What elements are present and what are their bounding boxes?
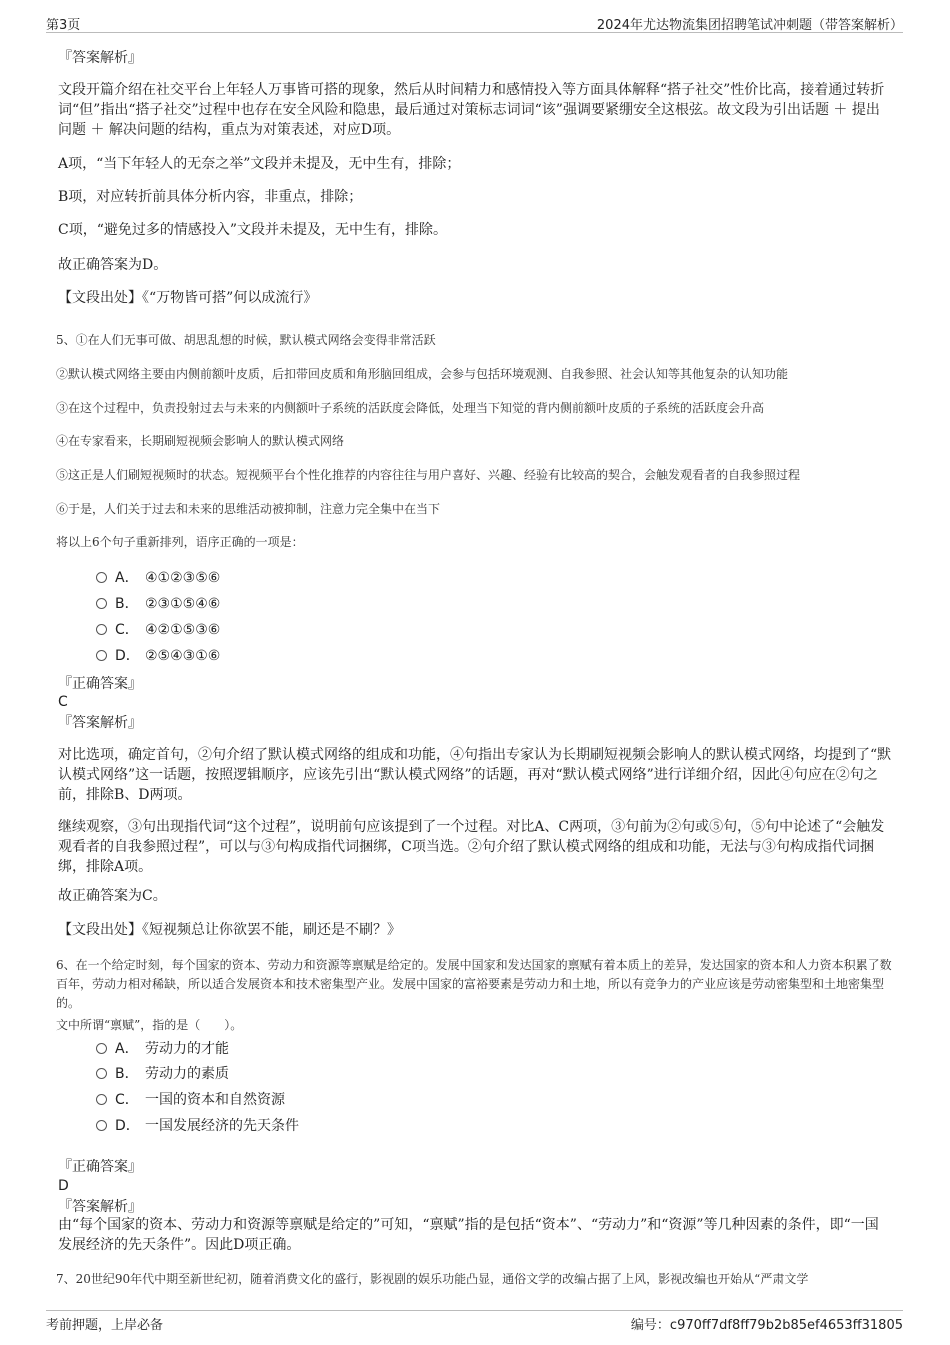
radio-button-icon[interactable]: [96, 1068, 107, 1079]
radio-button-icon[interactable]: [96, 624, 107, 635]
radio-button-icon[interactable]: [96, 650, 107, 661]
q4-source: 【文段出处】《“万物皆可搭”何以成流行》: [58, 290, 318, 306]
q5-answer-heading: 『正确答案』: [58, 676, 142, 692]
q5-conclusion: 故正确答案为C。: [58, 888, 167, 904]
footer-slogan: 考前押题，上岸必备: [46, 1318, 164, 1333]
q5-option-b[interactable]: B． ②③①⑤④⑥: [96, 595, 220, 613]
page-header: [0, 0, 950, 34]
radio-button-icon[interactable]: [96, 1043, 107, 1054]
page-number: 第3页: [46, 18, 81, 33]
q6-analysis-paragraph: 由“每个国家的资本、劳动力和资源等禀赋是给定的”可知，“禀赋”指的是包括“资本”、“劳动力”和“资源”等几种因素的条件，即“一国发展经济的先天条件”。因此D项正确。: [58, 1217, 879, 1253]
radio-button-icon[interactable]: [96, 1094, 107, 1105]
q6-prompt: 文中所谓“禀赋”，指的是（ ）。: [56, 1018, 243, 1032]
q5-analysis-paragraph-2: 继续观察，③句出现指代词“这个过程”，说明前句应该提到了一个过程。对比A、C两项，③句前为②句或⑤句，⑤句中论述了“会触发观看者的自我参照过程”，可以与③句构成指代词捆绑，C项当选。②句介绍了默认模式网络的组成和功能，无法与③句构成指代词捆绑，排除A项。: [58, 819, 885, 875]
radio-button-icon[interactable]: [96, 572, 107, 583]
q5-option-c[interactable]: C． ④②①⑤③⑥: [96, 621, 220, 639]
q6-stem: 6、在一个给定时刻，每个国家的资本、劳动力和资源等禀赋是给定的。发展中国家和发达国家的禀赋有着本质上的差异，发达国家的资本和人力资本积累了数百年，劳动力相对稀缺，所以适合发展资本和技术密集型产业。发展中国家的富裕要素是劳动力和土地，所以有竞争力的产业应该是劳动密集型和土地密集型的。: [56, 958, 892, 1010]
q4-analysis-option-c: C项，“避免过多的情感投入”文段并未提及，无中生有，排除。: [58, 222, 448, 238]
radio-button-icon[interactable]: [96, 1120, 107, 1131]
q7-stem: 7、20世纪90年代中期至新世纪初，随着消费文化的盛行，影视剧的娱乐功能凸显，通俗文学的改编占据了上风，影视改编也开始从“严肃文学: [56, 1272, 809, 1286]
q6-option-b[interactable]: B． 劳动力的素质: [96, 1065, 229, 1083]
q4-analysis-heading: 『答案解析』: [58, 50, 142, 66]
q4-conclusion: 故正确答案为D。: [58, 257, 168, 273]
document-code: 编号：c970ff7df8ff79b2b85ef4653ff31805: [630, 1318, 903, 1333]
q5-option-d[interactable]: D． ②⑤④③①⑥: [96, 647, 220, 665]
q4-analysis-option-b: B项，对应转折前具体分析内容，非重点，排除；: [58, 189, 363, 205]
q6-analysis-heading: 『答案解析』: [58, 1199, 142, 1215]
q4-analysis-paragraph: 文段开篇介绍在社交平台上年轻人万事皆可搭的现象，然后从时间精力和感情投入等方面具体解释“搭子社交”性价比高，接着通过转折词“但”指出“搭子社交”过程中也存在安全风险和隐患，最后通过对策标志词词“该”强调要紧绷安全这根弦。故文段为引出话题 ＋ 提出问题 ＋ 解决问题的结构，重点为对策表述，对应D项。: [58, 82, 885, 138]
q5-analysis-heading: 『答案解析』: [58, 715, 142, 731]
q5-analysis-paragraph-1: 对比选项，确定首句，②句介绍了默认模式网络的组成和功能，④句指出专家认为长期刷短视频会影响人的默认模式网络，均提到了“默认模式网络”这一话题，按照逻辑顺序，应该先引出“默认模式网络”的话题，再对“默认模式网络”进行详细介绍，因此④句应在②句之前，排除B、D两项。: [58, 747, 892, 803]
q5-sentence-6: ⑥于是，人们关于过去和未来的思维活动被抑制，注意力完全集中在当下: [56, 502, 441, 516]
q5-source: 【文段出处】《短视频总让你欲罢不能，刷还是不刷？》: [58, 922, 401, 938]
q6-option-d[interactable]: D． 一国发展经济的先天条件: [96, 1117, 299, 1135]
q5-prompt: 将以上6个句子重新排列，语序正确的一项是：: [56, 535, 304, 549]
q5-sentence-2: ②默认模式网络主要由内侧前额叶皮质，后扣带回皮质和角形脑回组成，会参与包括环境观测、自我参照、社会认知等其他复杂的认知功能: [56, 367, 789, 381]
q5-sentence-4: ④在专家看来，长期刷短视频会影响人的默认模式网络: [56, 434, 345, 448]
q6-option-c[interactable]: C． 一国的资本和自然资源: [96, 1091, 285, 1109]
q6-answer-heading: 『正确答案』: [58, 1159, 142, 1175]
footer-divider: [46, 1310, 903, 1311]
q5-answer: C: [58, 694, 68, 710]
header-divider: [46, 32, 903, 33]
q4-analysis-option-a: A项，“当下年轻人的无奈之举”文段并未提及，无中生有，排除；: [58, 156, 461, 172]
q5-sentence-5: ⑤这正是人们刷短视频时的状态。短视频平台个性化推荐的内容往往与用户喜好、兴趣、经验有比较高的契合，会触发观看者的自我参照过程: [56, 468, 801, 482]
q5-option-a[interactable]: A． ④①②③⑤⑥: [96, 569, 220, 587]
q5-sentence-3: ③在这个过程中，负责投射过去与未来的内侧额叶子系统的活跃度会降低，处理当下知觉的背内侧前额叶皮质的子系统的活跃度会升高: [56, 401, 765, 415]
document-title: 2024年尤达物流集团招聘笔试冲刺题（带答案解析）: [596, 18, 903, 33]
q6-option-a[interactable]: A． 劳动力的才能: [96, 1040, 229, 1058]
q5-sentence-1: 5、①在人们无事可做、胡思乱想的时候，默认模式网络会变得非常活跃: [56, 333, 436, 347]
q6-answer: D: [58, 1178, 69, 1194]
radio-button-icon[interactable]: [96, 598, 107, 609]
